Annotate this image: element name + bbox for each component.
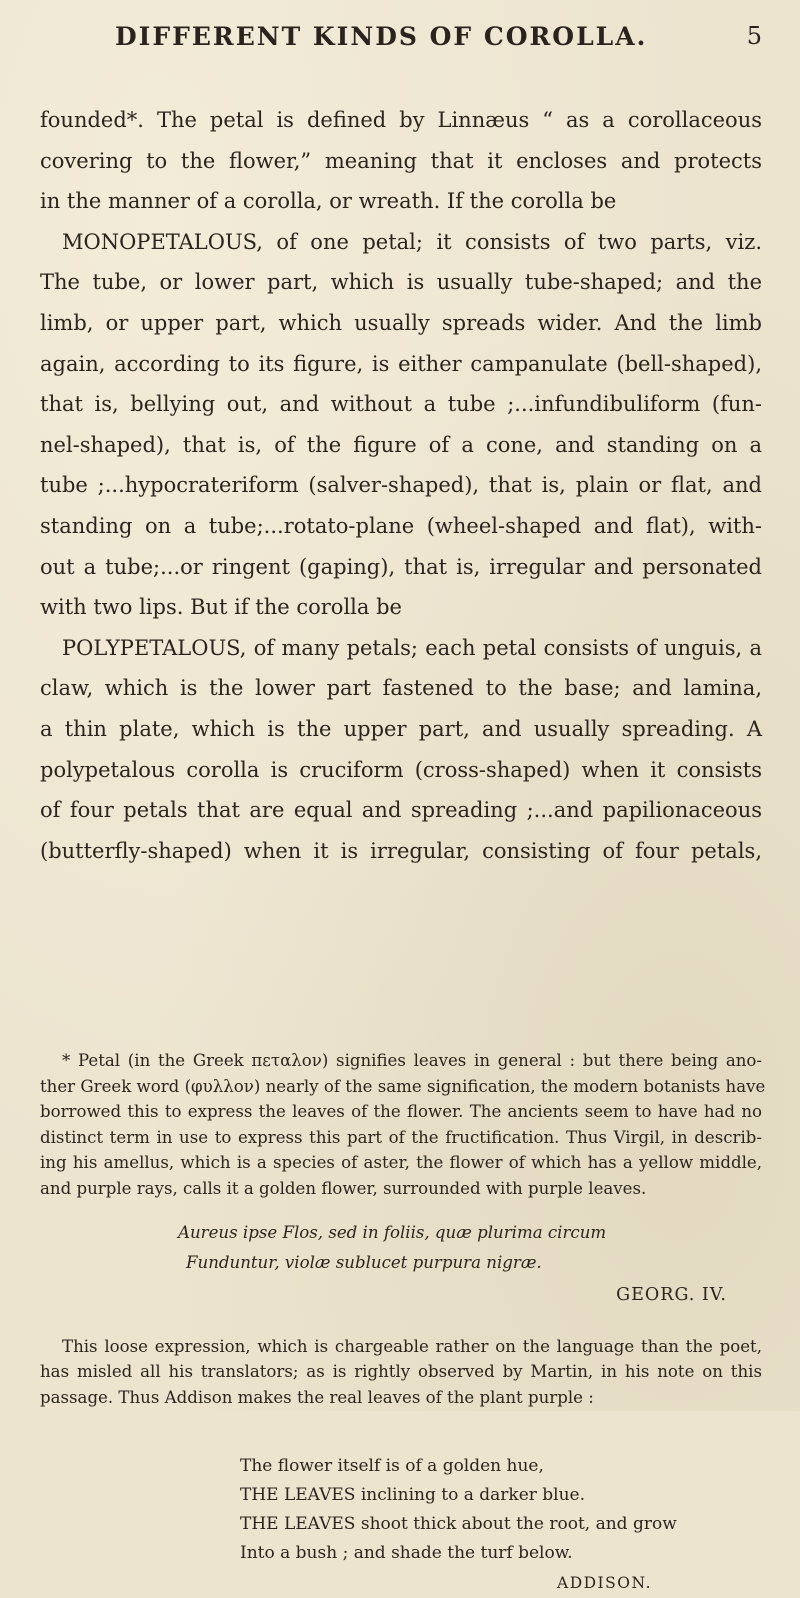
latin-verse-line: Funduntur, violæ sublucet purpura nigræ. bbox=[186, 1252, 542, 1272]
text-line: of four petals that are equal and spreading ;...and papilionaceous bbox=[40, 798, 762, 823]
footnote-line: * Petal (in the Greek πεταλον) signifies leaves in general : but there being ano- bbox=[62, 1051, 762, 1070]
footnote-line: borrowed this to express the leaves of the flower. The ancients seem to have had no bbox=[40, 1102, 762, 1122]
page-number: 5 bbox=[746, 22, 762, 50]
poem-line: THE LEAVES shoot thick about the root, and grow bbox=[240, 1514, 677, 1535]
text-line: claw, which is the lower part fastened to the base; and lamina, bbox=[40, 676, 762, 701]
text-line: The tube, or lower part, which is usually tube-shaped; and the bbox=[40, 270, 762, 295]
text-line: limb, or upper part, which usually spreads wider. And the limb bbox=[40, 310, 762, 335]
footnote-line: distinct term in use to express this part of the fructification. Thus Virgil, in describ- bbox=[40, 1127, 762, 1147]
footnote-line: ing his amellus, which is a species of aster, the flower of which has a yellow middle, bbox=[40, 1153, 762, 1173]
poem-line: THE LEAVES inclining to a darker blue. bbox=[240, 1485, 586, 1506]
text-line: with two lips. But if the corolla be bbox=[40, 595, 402, 620]
text-line: out a tube;...or ringent (gaping), that is, irregular and personated bbox=[40, 554, 762, 579]
text-line: tube ;...hypocrateriform (salver-shaped), that is, plain or flat, and bbox=[40, 473, 762, 498]
latin-verse-line: Aureus ipse Flos, sed in foliis, quæ plurima circum bbox=[178, 1222, 607, 1242]
footnote-line: has misled all his translators; as is rightly observed by Martin, in his note on this bbox=[40, 1362, 762, 1382]
footnote-line: ther Greek word (φυλλον) nearly of the same signification, the modern botanists have bbox=[40, 1076, 766, 1096]
chapter-title: DIFFERENT KINDS OF COROLLA. bbox=[115, 22, 648, 51]
verse-attribution: GEORG. IV. bbox=[616, 1284, 727, 1305]
footnote-line: passage. Thus Addison makes the real leaves of the plant purple : bbox=[40, 1387, 594, 1407]
footnote bbox=[40, 1048, 766, 1598]
text-line: in the manner of a corolla, or wreath. If the corolla be bbox=[40, 189, 617, 214]
poem-attribution: ADDISON. bbox=[557, 1574, 652, 1593]
main-text bbox=[40, 100, 762, 871]
footnote-line: and purple rays, calls it a golden flower, surrounded with purple leaves. bbox=[40, 1178, 647, 1198]
poem-line: The flower itself is of a golden hue, bbox=[240, 1456, 544, 1477]
text-line: (butterfly-shaped) when it is irregular, consisting of four petals, bbox=[40, 838, 762, 863]
text-line: polypetalous corolla is cruciform (cross-shaped) when it consists bbox=[40, 757, 762, 782]
text-line: again, according to its figure, is either campanulate (bell-shaped), bbox=[40, 351, 762, 376]
text-line: POLYPETALOUS, of many petals; each petal consists of unguis, a bbox=[62, 635, 762, 660]
text-line: that is, bellying out, and without a tube ;...infundibuliform (fun- bbox=[40, 392, 762, 417]
text-line: covering to the flower,” meaning that it encloses and protects bbox=[40, 148, 762, 173]
text-line: standing on a tube;...rotato-plane (wheel-shaped and flat), with- bbox=[40, 513, 762, 538]
footnote-paragraph bbox=[40, 1334, 762, 1411]
poem-quote bbox=[40, 1452, 762, 1598]
poem-line: Into a bush ; and shade the turf below. bbox=[240, 1543, 573, 1564]
footnote-line: This loose expression, which is chargeable rather on the language than the poet, bbox=[62, 1336, 762, 1356]
text-line: nel-shaped), that is, of the figure of a cone, and standing on a bbox=[40, 432, 762, 457]
text-line: a thin plate, which is the upper part, and usually spreading. A bbox=[40, 716, 762, 741]
running-header bbox=[0, 22, 800, 62]
text-line: founded*. The petal is defined by Linnæus “ as a corollaceous bbox=[40, 108, 762, 132]
text-line: MONOPETALOUS, of one petal; it consists of two parts, viz. bbox=[62, 229, 762, 254]
